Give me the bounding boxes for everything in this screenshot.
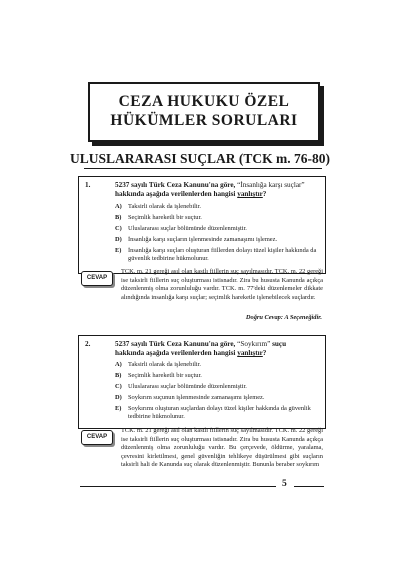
option-b: B) Seçimlik hareketli bir suçtur.	[115, 214, 202, 221]
question-2-box	[78, 335, 326, 429]
option-c: C) Uluslararası suçlar bölümünde düzenlenmiştir.	[115, 225, 247, 232]
stem-negative: yanlıştır	[237, 349, 263, 358]
option-e: E) İnsanlığa karşı suçları oluşturan fiillerden dolayı tüzel kişiler hakkında da güvenlik tedbirine hükmolunur.	[115, 247, 317, 263]
option-d: D) Soykırım suçunun işlenmesinde zamanaşımı işlemez.	[115, 394, 265, 401]
question-number: 1.	[85, 181, 91, 189]
answer-badge: CEVAP	[81, 430, 113, 445]
section-title: ULUSLARARASI SUÇLAR (TCK m. 76-80)	[70, 151, 330, 166]
stem-negative: yanlıştır	[237, 190, 263, 199]
stem-quote: “Soykırım”	[237, 340, 271, 348]
question-number: 2.	[85, 340, 91, 348]
question-stem	[115, 181, 317, 200]
answer-explanation: TCK. m. 21 gereği asıl olan kastlı fiillerin suç sayılmasıdır. TCK. m. 22 gereği ise taksirli fiillerin suç oluşturması istisnadır. Zira bu hususta Kanunda açıkça düzenlenmiş olma zorunluluğu vardır. TCK. m. 77'deki düzenlemeler dikkate alındığında insanlığa karşı suçlar; seçimlik hareketle işlenebilecek suçlardır.	[121, 268, 323, 301]
options-list	[115, 203, 319, 266]
stem-end: ?	[262, 190, 267, 199]
stem-part: suçu hakkında aşağıda verilenlerden hangisi	[115, 340, 287, 358]
footer-rule-left	[80, 486, 276, 487]
correct-answer: Doğru Cevap: A Seçeneğidir.	[245, 314, 322, 321]
question-stem	[115, 340, 317, 359]
option-c: C) Uluslararası suçlar bölümünde düzenlenmiştir.	[115, 383, 247, 390]
option-d: D) İnsanlığa karşı suçların işlenmesinde zamanaşımı işlemez.	[115, 236, 278, 243]
chapter-title-line-2: HÜKÜMLER SORULARI	[110, 112, 298, 129]
section-underline	[84, 168, 322, 169]
question-1-box	[78, 176, 326, 274]
option-a: A) Taksirli olarak da işlenebilir.	[115, 361, 202, 368]
option-e: E) Soykırımı oluşturan suçlardan dolayı tüzel kişiler hakkında da güvenlik tedbirine hükmolunur.	[115, 405, 311, 421]
options-list	[115, 361, 319, 424]
stem-end: ?	[262, 349, 267, 358]
option-b: B) Seçimlik hareketli bir suçtur.	[115, 372, 202, 379]
footer-rule-right	[294, 486, 324, 487]
stem-part: hakkında aşağıda verilenlerden hangisi	[115, 190, 238, 199]
option-a: A) Taksirli olarak da işlenebilir.	[115, 203, 202, 210]
chapter-title-banner	[88, 82, 320, 142]
chapter-title-line-1: CEZA HUKUKU ÖZEL	[118, 93, 290, 110]
page-number: 5	[282, 479, 287, 489]
stem-quote: “İnsanlığa karşı suçlar”	[237, 181, 305, 189]
answer-badge: CEVAP	[81, 271, 113, 286]
stem-part: 5237 sayılı Türk Ceza Kanunu'na göre,	[115, 340, 238, 348]
stem-part: 5237 sayılı Türk Ceza Kanunu'na göre,	[115, 181, 238, 189]
answer-explanation: TCK. m. 21 gereği asıl olan kastlı fiillerin suç sayılmasıdır. TCK. m. 22 gereği ise taksirli fiillerin suç oluşturması istisnadır. Zira bu hususta Kanunda açıkça düzenlenmiş olma zorunluluğu vardır. Bu çerçevede, öldürme, yaralama, çevresini kirletilmesi, genel güvenliğin tehlikeye düşürülmesi gibi suçların taksirli hali de Kanunda suç olarak düzenlenmiştir. Bununla beraber soykırım	[121, 427, 323, 469]
